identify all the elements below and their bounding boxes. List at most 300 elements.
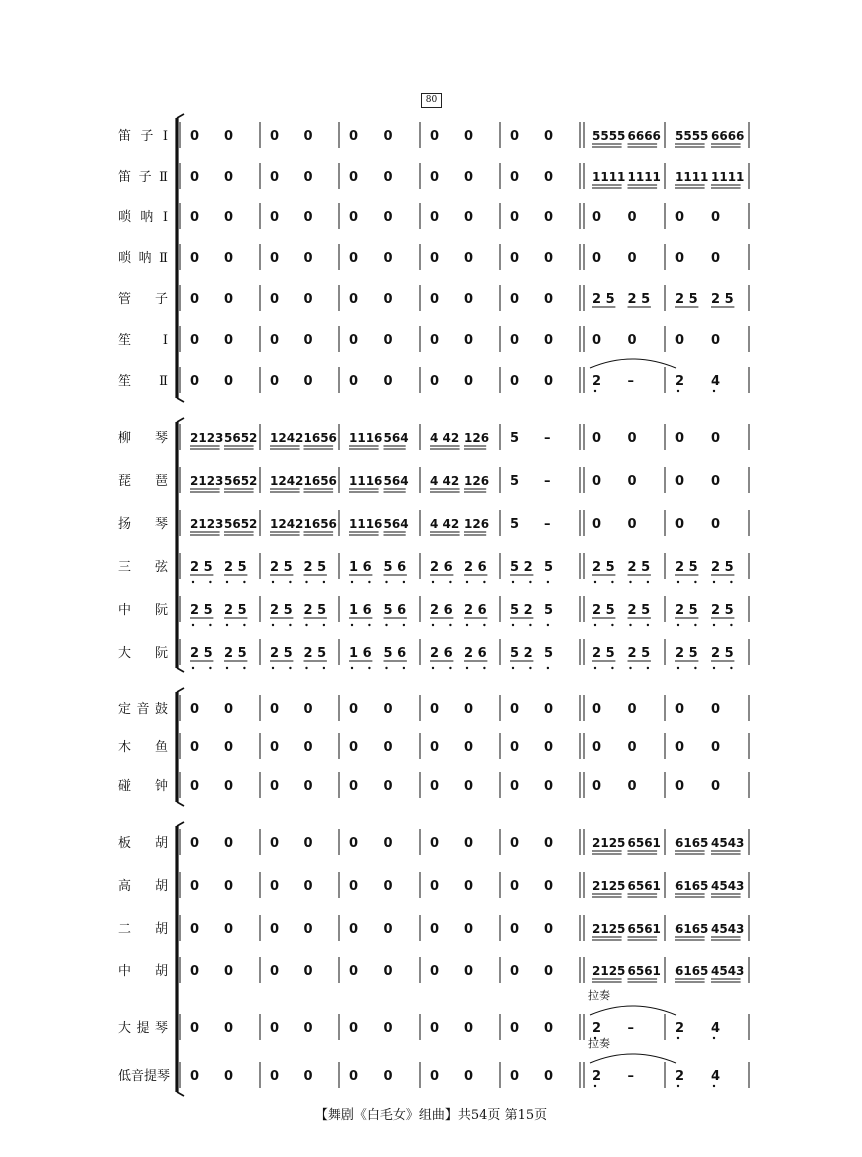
octave-dot [647,624,649,626]
note-group: 0 [510,964,520,979]
note-group: 0 [464,964,474,979]
note-group: 0 [383,374,393,389]
note-group: 5 2 [510,603,533,618]
note-group: 0 [303,251,313,266]
octave-dot [594,624,596,626]
note-group: 5555 [592,129,626,143]
note-group: 0 [544,170,554,185]
octave-dot [677,1085,679,1087]
instrument-label: 大 提 琴 [118,1021,168,1036]
note-group: 2 5 [303,603,327,618]
octave-dot [629,581,631,583]
tie-arc [590,359,676,368]
note-group: 0 [270,922,280,937]
note-group: 1 6 [349,646,372,661]
octave-dot [351,624,353,626]
octave-dot [323,624,325,626]
octave-dot [432,667,434,669]
note-group: 2 5 [224,560,247,575]
note-group: 0 [270,702,280,717]
note-group: 0 [430,251,440,266]
octave-dot [694,581,696,583]
note-group: 1656 [303,431,337,445]
note-group: 0 [270,836,280,851]
note-group: 2 5 [592,292,615,307]
note-group: 2 6 [430,603,453,618]
note-group: 0 [464,922,474,937]
note-group: 0 [190,170,200,185]
note-group: 0 [627,431,637,446]
note-group: 0 [303,1021,313,1036]
note-group: 0 [224,333,234,348]
note-group: 0 [224,964,234,979]
octave-dot [483,624,485,626]
note-group: 0 [592,333,602,348]
instrument-label: 三 弦 [118,560,168,575]
note-group: 0 [383,922,393,937]
note-group: 0 [464,333,474,348]
bracket-hook-bottom [177,398,184,402]
note-group: 0 [510,702,520,717]
note-group: 0 [303,210,313,225]
octave-dot [547,624,549,626]
octave-dot [713,1085,715,1087]
note-group: 0 [592,474,602,489]
octave-dot [547,581,549,583]
note-group: 0 [675,210,685,225]
octave-dot [305,624,307,626]
note-group: 0 [224,702,234,717]
note-group: – [544,517,551,532]
note-group: 0 [190,292,200,307]
octave-dot [647,667,649,669]
note-group: 2125 [592,964,626,978]
note-group: 0 [270,333,280,348]
note-group: 0 [224,779,234,794]
note-group: 0 [303,702,313,717]
bracket-hook-bottom [177,802,184,806]
note-group: 5 2 [510,646,533,661]
note-group: 0 [675,251,685,266]
note-group: 0 [270,129,280,144]
note-group: 0 [510,292,520,307]
note-group: 2 5 [224,646,247,661]
octave-dot [713,1037,715,1039]
note-group: 0 [544,374,554,389]
note-group: 0 [270,210,280,225]
note-group: 0 [303,374,313,389]
note-group: 4543 [711,836,745,850]
note-group: 0 [627,210,637,225]
octave-dot [192,667,194,669]
octave-dot [385,624,387,626]
note-group: 0 [430,702,440,717]
note-group: 0 [383,333,393,348]
note-group: 2 5 [270,646,293,661]
note-group: 2 5 [190,560,213,575]
note-group: 0 [627,517,637,532]
note-group: 2 6 [430,560,453,575]
instrument-label: 中 阮 [118,603,168,618]
octave-dot [547,667,549,669]
note-group: 0 [383,1021,393,1036]
note-group: 1 6 [349,603,372,618]
octave-dot [677,667,679,669]
note-group: 2 5 [711,292,734,307]
note-group: 0 [711,779,721,794]
octave-dot [694,667,696,669]
octave-dot [594,667,596,669]
note-group: 1656 [303,517,337,531]
note-group: 4543 [711,922,745,936]
note-group: 0 [627,779,637,794]
note-group: 0 [430,333,440,348]
note-group: 0 [592,702,602,717]
note-group: 0 [349,170,359,185]
bracket-hook-bottom [177,668,184,672]
octave-dot [629,624,631,626]
note-group: 0 [224,210,234,225]
note-group: 0 [510,740,520,755]
octave-dot [403,667,405,669]
note-group: 0 [303,964,313,979]
octave-dot [677,624,679,626]
tie-arc [590,1006,676,1015]
note-group: 0 [711,702,721,717]
note-group: 0 [190,374,200,389]
octave-dot [305,581,307,583]
note-group: 0 [544,879,554,894]
instrument-label: 笙 Ⅱ [118,374,168,389]
technique-annotation: 拉奏 [588,989,610,1002]
note-group: 0 [510,922,520,937]
note-group: 126 [464,474,490,488]
note-group: 0 [383,702,393,717]
octave-dot [243,581,245,583]
note-group: 0 [383,251,393,266]
note-group: 0 [190,836,200,851]
note-group: 2 5 [711,603,734,618]
note-group: 6666 [711,129,745,143]
octave-dot [611,581,613,583]
note-group: 0 [430,922,440,937]
note-group: 0 [303,836,313,851]
octave-dot [403,624,405,626]
octave-dot [730,667,732,669]
note-group: 2 5 [270,603,293,618]
note-group: 2 5 [675,646,698,661]
note-group: 0 [510,170,520,185]
note-group: 0 [270,1021,280,1036]
note-group: 2 5 [592,560,615,575]
note-group: 0 [383,836,393,851]
octave-dot [368,667,370,669]
note-group: 0 [627,251,637,266]
note-group: 0 [592,210,602,225]
octave-dot [209,581,211,583]
note-group: 126 [464,517,490,531]
note-group: 0 [224,740,234,755]
note-group: 4 42 [430,431,460,445]
note-group: 0 [711,474,721,489]
note-group: 0 [349,964,359,979]
instrument-label: 大 阮 [118,646,168,661]
note-group: 2 [675,1021,685,1036]
note-group: 0 [592,251,602,266]
note-group: 564 [383,431,409,445]
note-group: 0 [464,879,474,894]
note-group: 2 5 [627,560,651,575]
instrument-label: 琵 琶 [118,474,168,489]
octave-dot [272,581,274,583]
note-group: 0 [510,779,520,794]
note-group: 5 [510,517,520,532]
note-group: 0 [711,431,721,446]
technique-annotation: 拉奏 [588,1037,610,1050]
note-group: 0 [303,922,313,937]
note-group: 0 [510,1069,520,1084]
note-group: 5652 [224,431,258,445]
note-group: 4 [711,374,721,389]
note-group: 0 [224,1069,234,1084]
page-footer: 【舞剧《白毛女》组曲】共54页 第15页 [314,1108,548,1123]
octave-dot [730,581,732,583]
note-group: 0 [510,129,520,144]
octave-dot [432,581,434,583]
octave-dot [677,1037,679,1039]
instrument-label: 中 胡 [118,964,168,979]
note-group: 0 [383,740,393,755]
note-group: 0 [349,251,359,266]
note-group: 0 [675,517,685,532]
note-group: 0 [383,879,393,894]
note-group: 6561 [627,879,661,893]
note-group: 0 [224,292,234,307]
bracket-hook-top [177,114,184,118]
note-group: – [544,474,551,489]
octave-dot [512,667,514,669]
note-group: 0 [627,333,637,348]
note-group: 2 5 [675,603,698,618]
note-group: 0 [544,251,554,266]
note-group: 0 [190,210,200,225]
octave-dot [226,624,228,626]
note-group: 0 [383,170,393,185]
note-group: 0 [349,879,359,894]
note-group: 2 [675,374,685,389]
note-group: 0 [510,210,520,225]
note-group: 6561 [627,964,661,978]
instrument-label: 板 胡 [118,836,168,851]
bracket-hook-top [177,418,184,422]
note-group: 0 [430,292,440,307]
instrument-label: 二 胡 [118,922,168,937]
octave-dot [713,390,715,392]
note-group: 0 [464,170,474,185]
note-group: 2 5 [711,646,734,661]
octave-dot [368,624,370,626]
octave-dot [209,624,211,626]
note-group: 0 [270,1069,280,1084]
note-group: 0 [544,129,554,144]
bracket-hook-bottom [177,1092,184,1096]
note-group: 0 [190,251,200,266]
note-group: 0 [430,964,440,979]
octave-dot [730,624,732,626]
note-group: 2 5 [270,560,293,575]
note-group: 0 [464,292,474,307]
note-group: 5 [544,646,554,661]
octave-dot [323,581,325,583]
note-group: 0 [430,210,440,225]
note-group: 0 [544,702,554,717]
note-group: 0 [510,836,520,851]
note-group: 0 [303,170,313,185]
note-group: 0 [190,129,200,144]
note-group: 0 [383,1069,393,1084]
note-group: 0 [711,740,721,755]
note-group: 0 [349,374,359,389]
note-group: 1116 [349,474,383,488]
note-group: 2 [592,1021,602,1036]
note-group: 0 [510,251,520,266]
note-group: 0 [349,1021,359,1036]
note-group: 0 [349,129,359,144]
octave-dot [529,667,531,669]
note-group: 564 [383,517,409,531]
note-group: 0 [544,740,554,755]
note-group: 0 [349,836,359,851]
note-group: 0 [190,1069,200,1084]
note-group: 2123 [190,517,224,531]
note-group: 2123 [190,474,224,488]
note-group: 2125 [592,879,626,893]
note-group: 2 5 [627,646,651,661]
note-group: 0 [224,1021,234,1036]
octave-dot [594,390,596,392]
note-group: 0 [224,879,234,894]
note-group: 1242 [270,517,304,531]
note-group: 2 6 [464,646,487,661]
octave-dot [449,581,451,583]
note-group: 2 5 [190,603,213,618]
note-group: 0 [430,374,440,389]
note-group: – [627,1069,634,1084]
note-group: 0 [303,879,313,894]
octave-dot [466,624,468,626]
note-group: 0 [464,374,474,389]
note-group: 1116 [349,431,383,445]
octave-dot [466,581,468,583]
note-group: 0 [430,836,440,851]
note-group: 0 [224,836,234,851]
octave-dot [483,667,485,669]
octave-dot [449,667,451,669]
note-group: 1656 [303,474,337,488]
note-group: 0 [270,879,280,894]
note-group: 0 [464,740,474,755]
note-group: – [627,374,634,389]
note-group: 0 [592,431,602,446]
note-group: 0 [510,1021,520,1036]
octave-dot [289,667,291,669]
octave-dot [243,667,245,669]
tie-arc [590,1054,676,1063]
note-group: 0 [675,702,685,717]
octave-dot [192,624,194,626]
note-group: 2123 [190,431,224,445]
note-group: 4 42 [430,517,460,531]
octave-dot [243,624,245,626]
note-group: 2 5 [190,646,213,661]
note-group: 5 2 [510,560,533,575]
note-group: 0 [675,333,685,348]
octave-dot [368,581,370,583]
note-group: 0 [627,740,637,755]
note-group: 0 [270,740,280,755]
note-group: 0 [190,702,200,717]
octave-dot [713,624,715,626]
note-group: 0 [464,210,474,225]
note-group: 2 5 [224,603,247,618]
octave-dot [594,1085,596,1087]
note-group: 0 [349,333,359,348]
note-group: 0 [711,333,721,348]
note-group: 5 [544,603,554,618]
note-group: 0 [224,170,234,185]
note-group: 6165 [675,836,709,850]
note-group: 0 [383,964,393,979]
note-group: 0 [544,779,554,794]
note-group: 2 5 [711,560,734,575]
note-group: 2 5 [675,560,698,575]
instrument-label: 扬 琴 [118,517,168,532]
note-group: – [544,431,551,446]
octave-dot [226,581,228,583]
note-group: 1116 [349,517,383,531]
note-group: 0 [383,292,393,307]
note-group: 0 [675,779,685,794]
note-group: 0 [544,836,554,851]
octave-dot [529,624,531,626]
octave-dot [529,581,531,583]
note-group: 4543 [711,879,745,893]
note-group: 0 [383,129,393,144]
note-group: 0 [190,740,200,755]
note-group: 0 [270,374,280,389]
note-group: 0 [675,740,685,755]
note-group: 6165 [675,879,709,893]
octave-dot [694,624,696,626]
instrument-label: 高 胡 [118,879,168,894]
note-group: 2 5 [303,560,327,575]
octave-dot [611,667,613,669]
instrument-label: 笛 子 Ⅰ [118,129,168,144]
instrument-label: 管 子 [118,292,168,307]
note-group: 0 [464,129,474,144]
note-group: 0 [711,517,721,532]
note-group: 0 [430,879,440,894]
octave-dot [192,581,194,583]
note-group: 0 [303,292,313,307]
note-group: 0 [544,333,554,348]
octave-dot [305,667,307,669]
note-group: 0 [711,251,721,266]
instrument-label: 唢 呐 Ⅰ [118,210,168,225]
note-group: 0 [349,1069,359,1084]
octave-dot [512,624,514,626]
rehearsal-mark: 80 [421,93,442,108]
